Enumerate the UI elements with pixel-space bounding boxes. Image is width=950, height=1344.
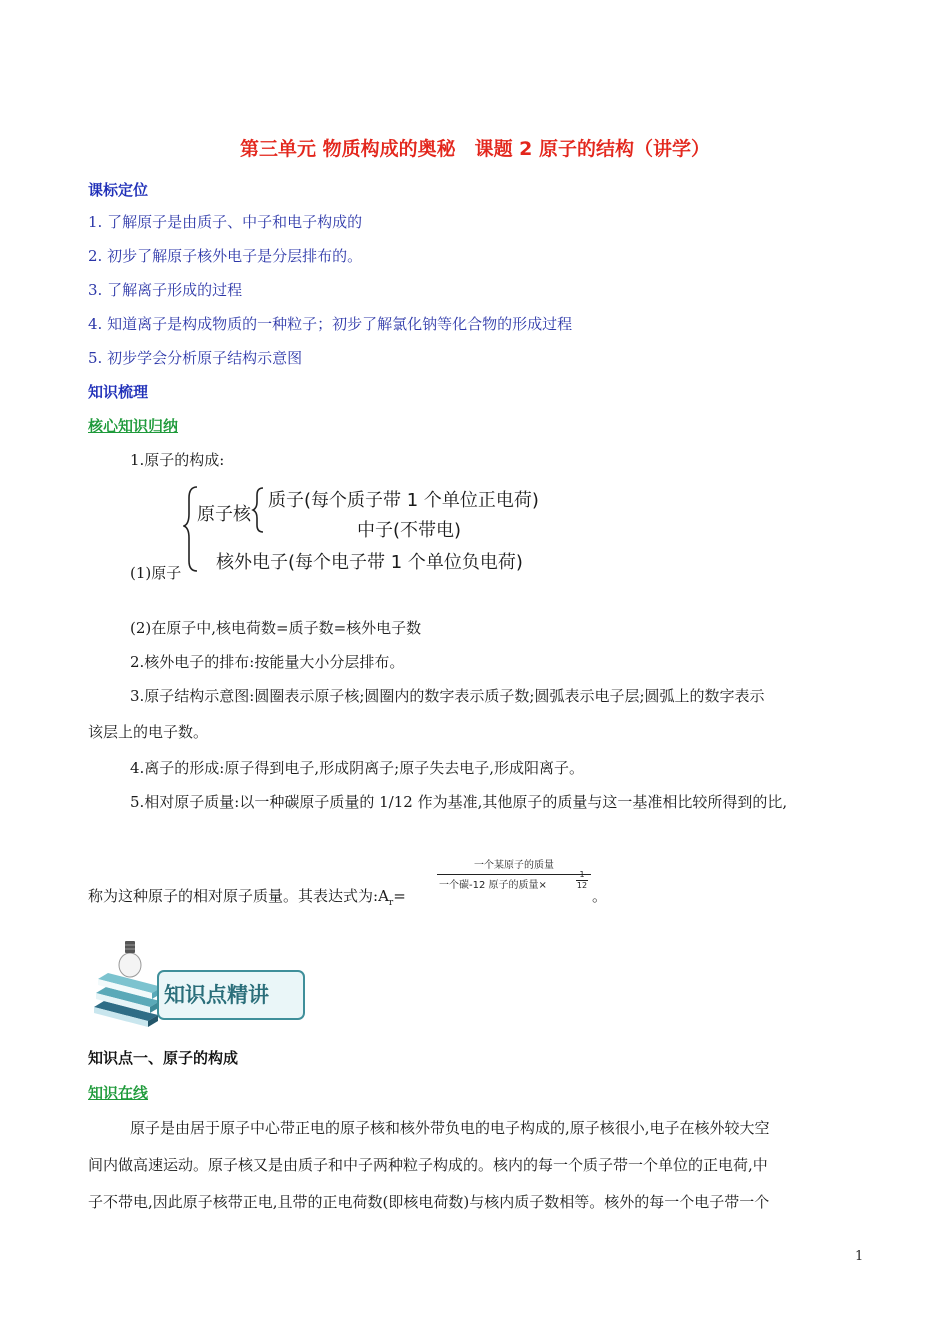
item-5-line-1: 5.相对原子质量:以一种碳原子质量的 1/12 作为基准,其他原子的质量与这一基准相比较所得到的比, <box>130 793 788 811</box>
relative-mass-fraction <box>437 859 591 897</box>
formula-lhs: A <box>378 887 389 905</box>
item-4: 4.离子的形成:原子得到电子,形成阴离子;原子失去电子,形成阳离子。 <box>130 759 584 777</box>
small-fraction-den: 12 <box>576 881 588 890</box>
page-number: 1 <box>855 1249 864 1264</box>
knowledge-point-1-title: 知识点一、原子的构成 <box>88 1049 239 1067</box>
page-title: 第三单元 物质构成的奥秘 课题 2 原子的结构（讲学） <box>239 138 711 160</box>
formula-end: 。 <box>592 887 608 905</box>
proton-label: 质子(每个质子带 1 个单位正电荷) <box>268 490 539 511</box>
electron-label: 核外电子(每个电子带 1 个单位负电荷) <box>216 552 523 573</box>
objective-4: 4. 知道离子是构成物质的一种粒子；初步了解氯化钠等化合物的形成过程 <box>88 315 573 333</box>
atom-label: (1)原子 <box>130 564 182 582</box>
fraction-denominator-text: 一个碳-12 原子的质量× <box>439 880 547 891</box>
item-5-text: 称为这种原子的相对原子质量。其表达式为: <box>88 887 379 905</box>
section-knowledge-heading: 知识梳理 <box>88 383 149 401</box>
small-fraction <box>576 870 588 891</box>
objective-3: 3. 了解离子形成的过程 <box>88 281 243 299</box>
neutron-label: 中子(不带电) <box>357 520 462 541</box>
fraction-numerator: 一个某原子的质量 <box>474 860 554 871</box>
item-3-line-2: 该层上的电子数。 <box>88 723 209 741</box>
section-curriculum-heading: 课标定位 <box>88 181 149 199</box>
item-2: 2.核外电子的排布:按能量大小分层排布。 <box>130 653 405 671</box>
banner-text: 知识点精讲 <box>164 983 269 1007</box>
item-1-atom-structure: 1.原子的构成: <box>130 451 225 469</box>
section-core-heading: 核心知识归纳 <box>88 417 179 435</box>
objective-1: 1. 了解原子是由质子、中子和电子构成的 <box>88 213 363 231</box>
item-3-line-1: 3.原子结构示意图:圆圈表示原子核;圆圈内的数字表示质子数;圆弧表示电子层;圆弧上的数字表示 <box>130 687 765 705</box>
section-online-heading: 知识在线 <box>88 1084 149 1102</box>
paragraph-line-3: 子不带电,因此原子核带正电,且带的正电荷数(即核电荷数)与核内质子数相等。核外的每一个电子带一个 <box>88 1193 770 1211</box>
objective-2: 2. 初步了解原子核外电子是分层排布的。 <box>88 247 363 265</box>
objective-5: 5. 初步学会分析原子结构示意图 <box>88 349 303 367</box>
formula-eq: = <box>393 887 406 905</box>
paragraph-line-1: 原子是由居于原子中心带正电的原子核和核外带负电的电子构成的,原子核很小,电子在核外较大空 <box>130 1119 770 1137</box>
small-fraction-num: 1 <box>576 870 588 881</box>
formula-lhs-sub: r <box>388 898 394 908</box>
fraction-denominator <box>437 870 591 897</box>
paragraph-line-2: 间内做高速运动。原子核又是由质子和中子两种粒子构成的。核内的每一个质子带一个单位的正电荷,中 <box>88 1156 768 1174</box>
item-5-line-2 <box>88 885 406 908</box>
item-1-2: (2)在原子中,核电荷数=质子数=核外电子数 <box>130 619 422 637</box>
nucleus-label: 原子核 <box>197 504 251 525</box>
